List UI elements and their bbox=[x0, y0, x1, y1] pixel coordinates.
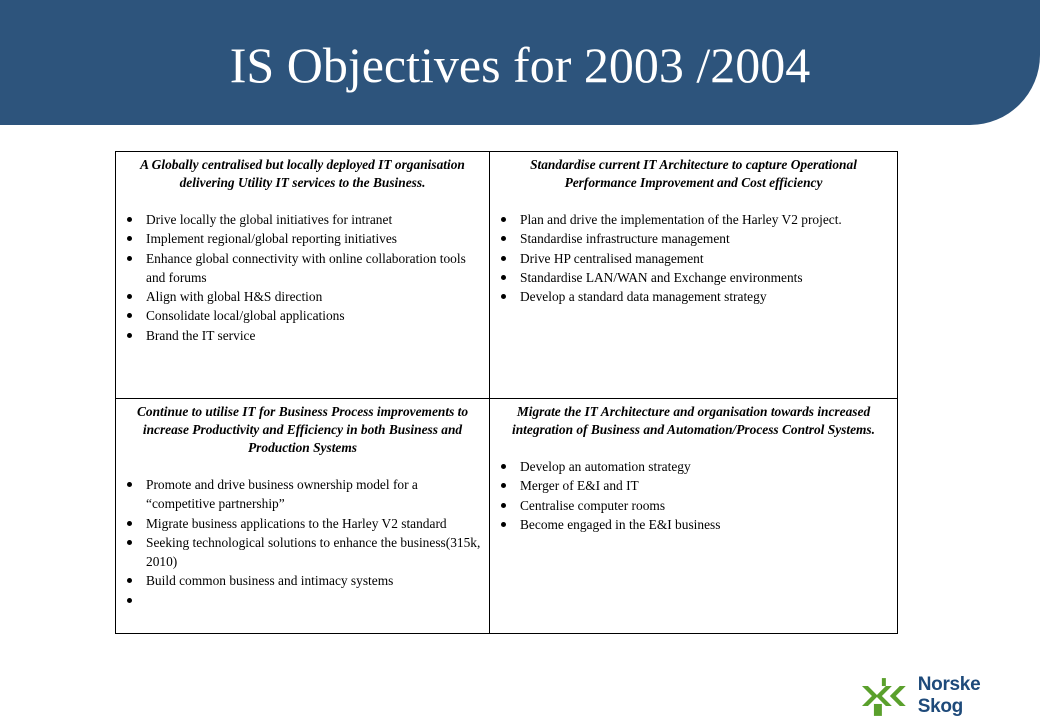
bullet-item: Plan and drive the implementation of the Harley V2 project. bbox=[498, 210, 889, 229]
bullet-item: Standardise infrastructure management bbox=[498, 229, 889, 248]
bullet-item: Seeking technological solutions to enhance the business(315k, 2010) bbox=[124, 533, 481, 572]
bullet-item: Enhance global connectivity with online collaboration tools and forums bbox=[124, 249, 481, 288]
bullet-item: Consolidate local/global applications bbox=[124, 306, 481, 325]
slide-title: IS Objectives for 2003 /2004 bbox=[229, 37, 811, 93]
norske-skog-leaf-icon bbox=[858, 676, 914, 716]
bullet-item: Drive HP centralised management bbox=[498, 249, 889, 268]
bullet-list bbox=[124, 210, 481, 345]
logo-text: Norske Skog bbox=[917, 674, 981, 717]
bullet-item: Brand the IT service bbox=[124, 326, 481, 345]
bullet-item: Merger of E&I and IT bbox=[498, 476, 889, 495]
bullet-item: Become engaged in the E&I business bbox=[498, 515, 889, 534]
norske-skog-logo bbox=[858, 676, 1030, 716]
bullet-item: Align with global H&S direction bbox=[124, 287, 481, 306]
bullet-item: Develop a standard data management strategy bbox=[498, 287, 889, 306]
bullet-list bbox=[124, 475, 481, 610]
bullet-item: Implement regional/global reporting initiatives bbox=[124, 229, 481, 248]
bullet-item: Build common business and intimacy systems bbox=[124, 571, 481, 590]
bullet-item: Migrate business applications to the Harley V2 standard bbox=[124, 514, 481, 533]
quadrant-top-left bbox=[116, 152, 490, 399]
quadrant-bottom-left bbox=[116, 399, 490, 633]
bullet-item bbox=[124, 591, 481, 610]
bullet-item: Centralise computer rooms bbox=[498, 496, 889, 515]
quadrant-bottom-right bbox=[490, 399, 897, 633]
quadrant-title: Standardise current IT Architecture to capture Operational Performance Improvement and Cost efficiency bbox=[530, 157, 857, 190]
quadrant-title: Continue to utilise IT for Business Process improvements to increase Productivity and Efficiency in both Business and Production Systems bbox=[136, 404, 469, 455]
quadrant-title: A Globally centralised but locally deployed IT organisation delivering Utility IT services to the Business. bbox=[140, 157, 465, 190]
bullet-item: Develop an automation strategy bbox=[498, 457, 889, 476]
bullet-list bbox=[498, 210, 889, 306]
quadrant-title: Migrate the IT Architecture and organisation towards increased integration of Business and Automation/Process Control Systems. bbox=[512, 404, 875, 437]
bullet-item: Drive locally the global initiatives for intranet bbox=[124, 210, 481, 229]
objectives-grid bbox=[115, 151, 898, 634]
bullet-item: Promote and drive business ownership model for a “competitive partnership” bbox=[124, 475, 481, 514]
bullet-item: Standardise LAN/WAN and Exchange environments bbox=[498, 268, 889, 287]
bullet-list bbox=[498, 457, 889, 534]
quadrant-top-right bbox=[490, 152, 897, 399]
